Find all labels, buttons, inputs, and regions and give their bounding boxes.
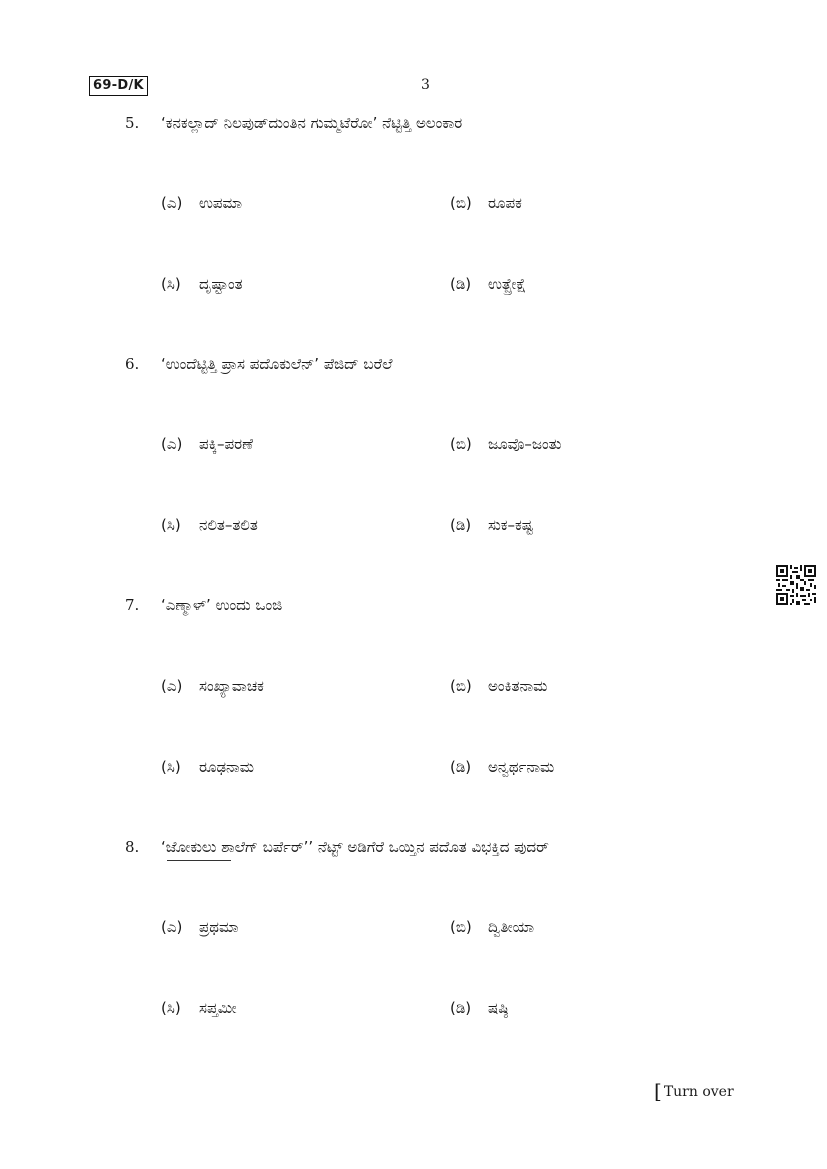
question-number: 5. bbox=[125, 114, 140, 132]
turn-over-text: Turn over bbox=[663, 1084, 734, 1100]
option-label: (ಬಿ) bbox=[450, 435, 472, 453]
option-text: ಸುಕ–ಕಷ್ಟ bbox=[488, 516, 534, 534]
bracket-glyph: [ bbox=[654, 1079, 662, 1103]
option-text: ಸಪ್ತಮೀ bbox=[199, 999, 237, 1017]
option-label: (ಡಿ) bbox=[450, 275, 472, 293]
question-number: 8. bbox=[125, 838, 140, 856]
option-label: (ಸಿ) bbox=[161, 758, 181, 776]
option-text: ಪಕ್ಕಿ–ಪರಣೆ bbox=[199, 435, 254, 453]
question-7 bbox=[125, 596, 282, 614]
question-6 bbox=[125, 355, 392, 373]
option-text: ದೃಷ್ಟಾಂತ bbox=[199, 275, 243, 293]
option-d bbox=[450, 999, 508, 1017]
option-text: ಉತ್ಪ್ರೇಕ್ಷೆ bbox=[488, 275, 527, 293]
option-label: (ಡಿ) bbox=[450, 516, 472, 534]
option-a bbox=[161, 194, 242, 212]
option-d bbox=[450, 275, 526, 293]
option-b bbox=[450, 435, 561, 453]
question-text: ‘ಕನಕಲ್ಲಾದ್ ನಿಲಪುಡ್‌ದುಂತಿನ ಗುಮ್ಮಟೆರೋ’ ನೆಟ್ಟಿತ್ತಿ ಅಲಂಕಾರ bbox=[161, 114, 463, 132]
option-a bbox=[161, 677, 264, 695]
option-label: (ಎ) bbox=[161, 677, 183, 695]
option-label: (ಸಿ) bbox=[161, 275, 181, 293]
question-text: ‘ಎಣ್ಮಾಳ್’ ಉಂದು ಒಂಜಿ bbox=[161, 596, 283, 614]
option-label: (ಬಿ) bbox=[450, 918, 472, 936]
option-text: ರೂಢನಾಮ bbox=[199, 758, 254, 776]
question-text: ‘ಉಂದೆಟ್ಟಿತ್ತಿ ಪ್ರಾಸ ಪದೊಕುಲೆನ್’ ಪೆಜಿದ್ ಬರೆಲೆ bbox=[161, 355, 393, 373]
question-number: 6. bbox=[125, 355, 140, 373]
option-c bbox=[161, 275, 243, 293]
word-underline bbox=[167, 860, 231, 861]
turn-over-note bbox=[654, 1079, 734, 1103]
option-label: (ಎ) bbox=[161, 435, 183, 453]
option-text: ಉಪಮಾ bbox=[199, 194, 243, 212]
qr-code-icon bbox=[776, 565, 816, 605]
question-8 bbox=[125, 838, 549, 856]
option-text: ಅಂಕಿತನಾಮ bbox=[488, 677, 548, 695]
question-5 bbox=[125, 114, 462, 132]
option-text: ಪ್ರಥಮಾ bbox=[199, 918, 239, 936]
question-number: 7. bbox=[125, 596, 140, 614]
option-text: ಷಷ್ಠಿ bbox=[488, 999, 509, 1017]
option-b bbox=[450, 194, 522, 212]
paper-code: 69-D/K bbox=[89, 76, 148, 96]
option-text: ಸಂಖ್ಯಾವಾಚಕ bbox=[199, 677, 264, 695]
option-c bbox=[161, 758, 254, 776]
option-c bbox=[161, 516, 258, 534]
option-a bbox=[161, 435, 253, 453]
option-d bbox=[450, 516, 533, 534]
option-c bbox=[161, 999, 237, 1017]
option-text: ದ್ವಿತೀಯಾ bbox=[488, 918, 535, 936]
option-d bbox=[450, 758, 554, 776]
option-label: (ಬಿ) bbox=[450, 677, 472, 695]
option-label: (ಡಿ) bbox=[450, 758, 472, 776]
option-label: (ಸಿ) bbox=[161, 999, 181, 1017]
option-text: ನಲಿತ–ತಲಿತ bbox=[199, 516, 258, 534]
option-text: ರೂಪಕ bbox=[488, 194, 522, 212]
question-text: ‘ಜೋಕುಲು ಶಾಲೆಗ್ ಬರ್ಪೆರ್’’ ನೆಟ್ಟ್ ಅಡಿಗೆರೆ ಒಯ್ತಿನ ಪದೊತ ವಿಭಕ್ತಿದ ಪುದರ್ bbox=[161, 838, 549, 856]
option-label: (ಡಿ) bbox=[450, 999, 472, 1017]
option-label: (ಸಿ) bbox=[161, 516, 181, 534]
option-b bbox=[450, 677, 547, 695]
option-label: (ಬಿ) bbox=[450, 194, 472, 212]
option-b bbox=[450, 918, 534, 936]
option-label: (ಎ) bbox=[161, 918, 183, 936]
option-a bbox=[161, 918, 239, 936]
option-label: (ಎ) bbox=[161, 194, 183, 212]
page-number: 3 bbox=[421, 77, 430, 93]
option-text: ಜೂವೊ–ಜಂತು bbox=[488, 435, 562, 453]
option-text: ಅನ್ವರ್ಥನಾಮ bbox=[488, 758, 555, 776]
